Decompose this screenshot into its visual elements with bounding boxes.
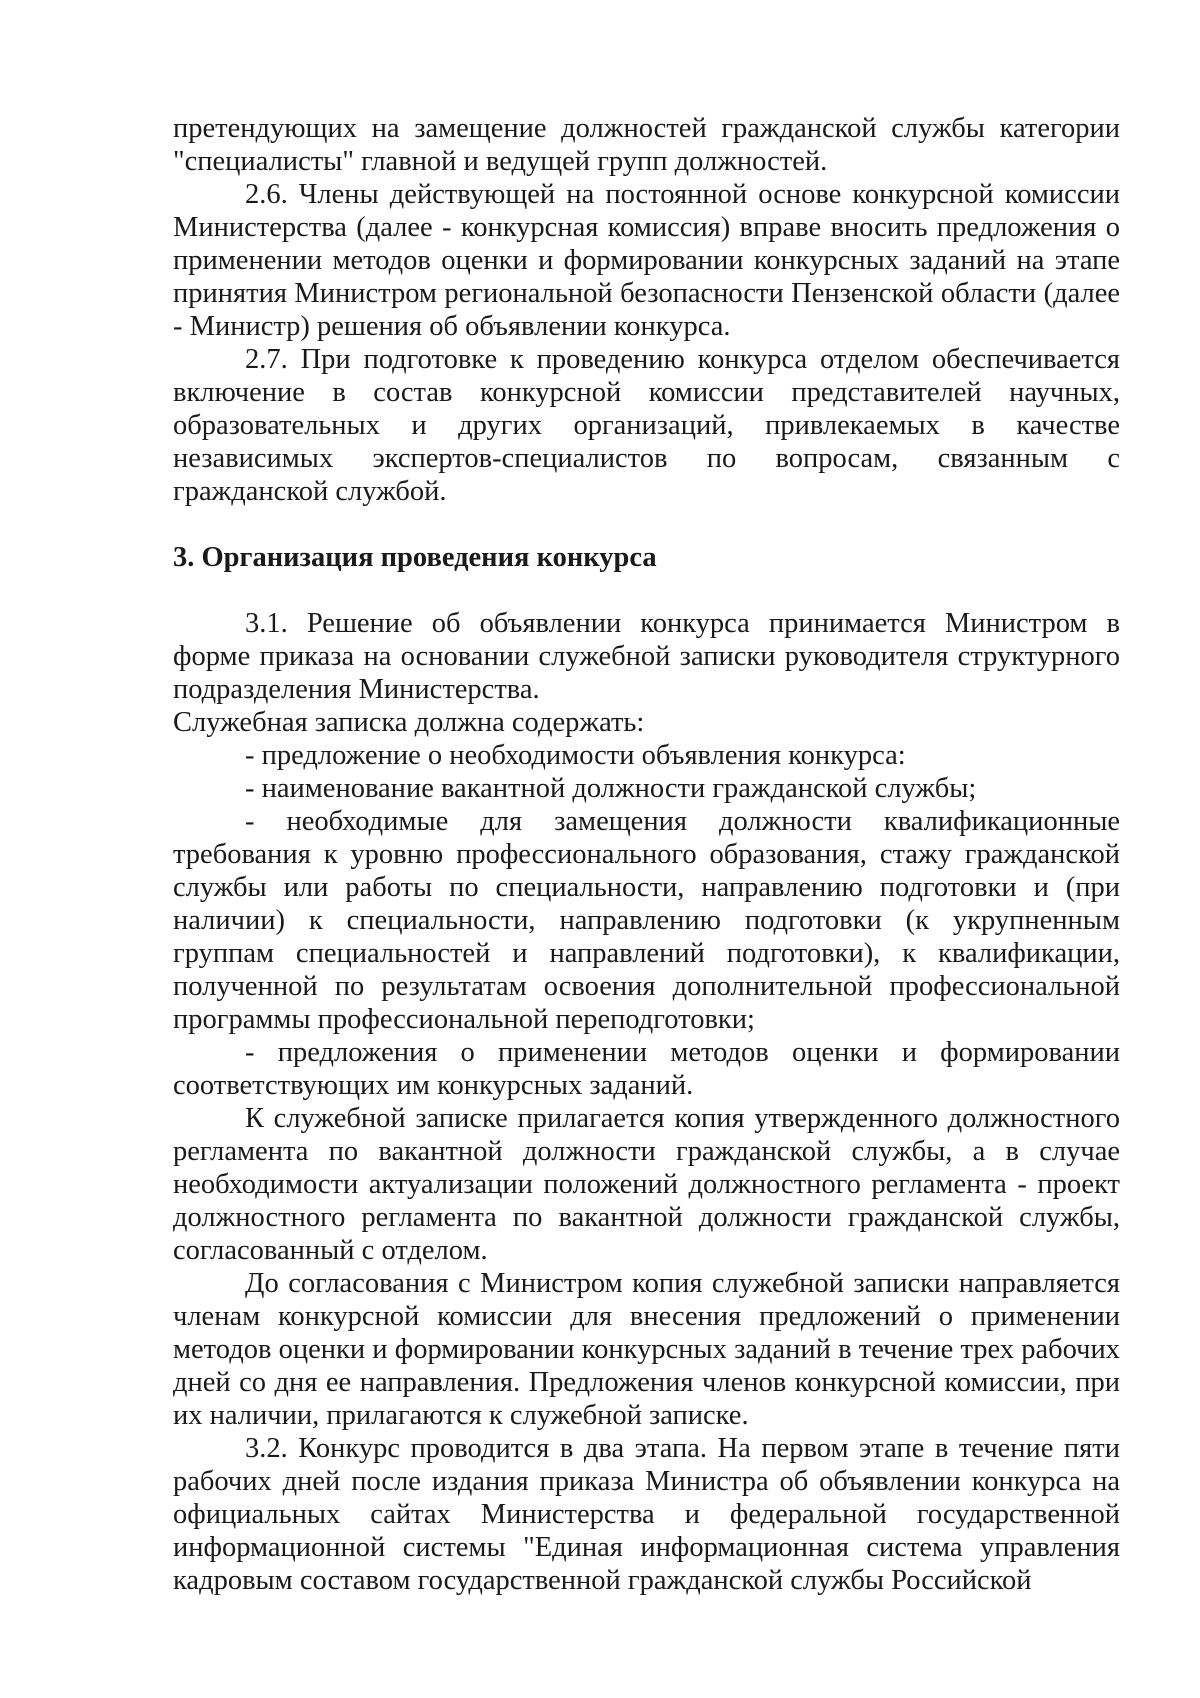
paragraph-approval: До согласования с Министром копия служебной записки направляется членам конкурсной комиссии для внесения предложений о применении методов оценки и формировании конкурсных заданий в течение трех рабочих дней со дня ее направления. Предложения членов конкурсной комиссии, при их наличии, прилагаются к служебной записке. [173, 1268, 1120, 1431]
paragraph-2-6: 2.6. Члены действующей на постоянной основе конкурсной комиссии Министерства (далее - конкурсная комиссия) вправе вносить предложения о применении методов оценки и формировании конкурсных заданий на этапе принятия Министром региональной безопасности Пензенской области (далее - Министр) решения об объявлении конкурса. [173, 179, 1120, 342]
list-item: - предложения о применении методов оценки и формировании соответствующих им конкурсных заданий. [173, 1037, 1120, 1101]
paragraph-3-1: 3.1. Решение об объявлении конкурса принимается Министром в форме приказа на основании служебной записки руководителя структурного подразделения Министерства. [173, 608, 1120, 705]
document-body [173, 112, 1120, 1597]
list-item: - необходимые для замещения должности квалификационные требования к уровню профессионального образования, стажу гражданской службы или работы по специальности, направлению подготовки и (при наличии) к специальности, направлению подготовки (к укрупненным группам специальностей и направлений подготовки), к квалификации, полученной по результатам освоения дополнительной профессиональной программы профессиональной переподготовки; [173, 806, 1120, 1035]
paragraph-3-2: 3.2. Конкурс проводится в два этапа. На первом этапе в течение пяти рабочих дней после издания приказа Министра об объявлении конкурса на официальных сайтах Министерства и федеральной государственной информационной системы "Единая информационная система управления кадровым составом государственной гражданской службы Российской [173, 1433, 1120, 1596]
paragraph-memo-intro: Служебная записка должна содержать: [173, 707, 645, 738]
paragraph-attachment: К служебной записке прилагается копия утвержденного должностного регламента по вакантной должности гражданской службы, а в случае необходимости актуализации положений должностного регламента - проект должностного регламента по вакантной должности гражданской службы, согласованный с отделом. [173, 1103, 1120, 1266]
section-heading: 3. Организация проведения конкурса [173, 542, 657, 573]
paragraph-continuation: претендующих на замещение должностей гражданской службы категории "специалисты" главной и ведущей групп должностей. [173, 113, 1120, 177]
list-item: - предложение о необходимости объявления конкурса: [245, 740, 906, 771]
paragraph-2-7: 2.7. При подготовке к проведению конкурса отделом обеспечивается включение в состав конкурсной комиссии представителей научных, образовательных и других организаций, привлекаемых в качестве независимых экспертов-специалистов по вопросам, связанным с гражданской службой. [173, 344, 1120, 507]
list-item: - наименование вакантной должности гражданской службы; [245, 773, 977, 804]
